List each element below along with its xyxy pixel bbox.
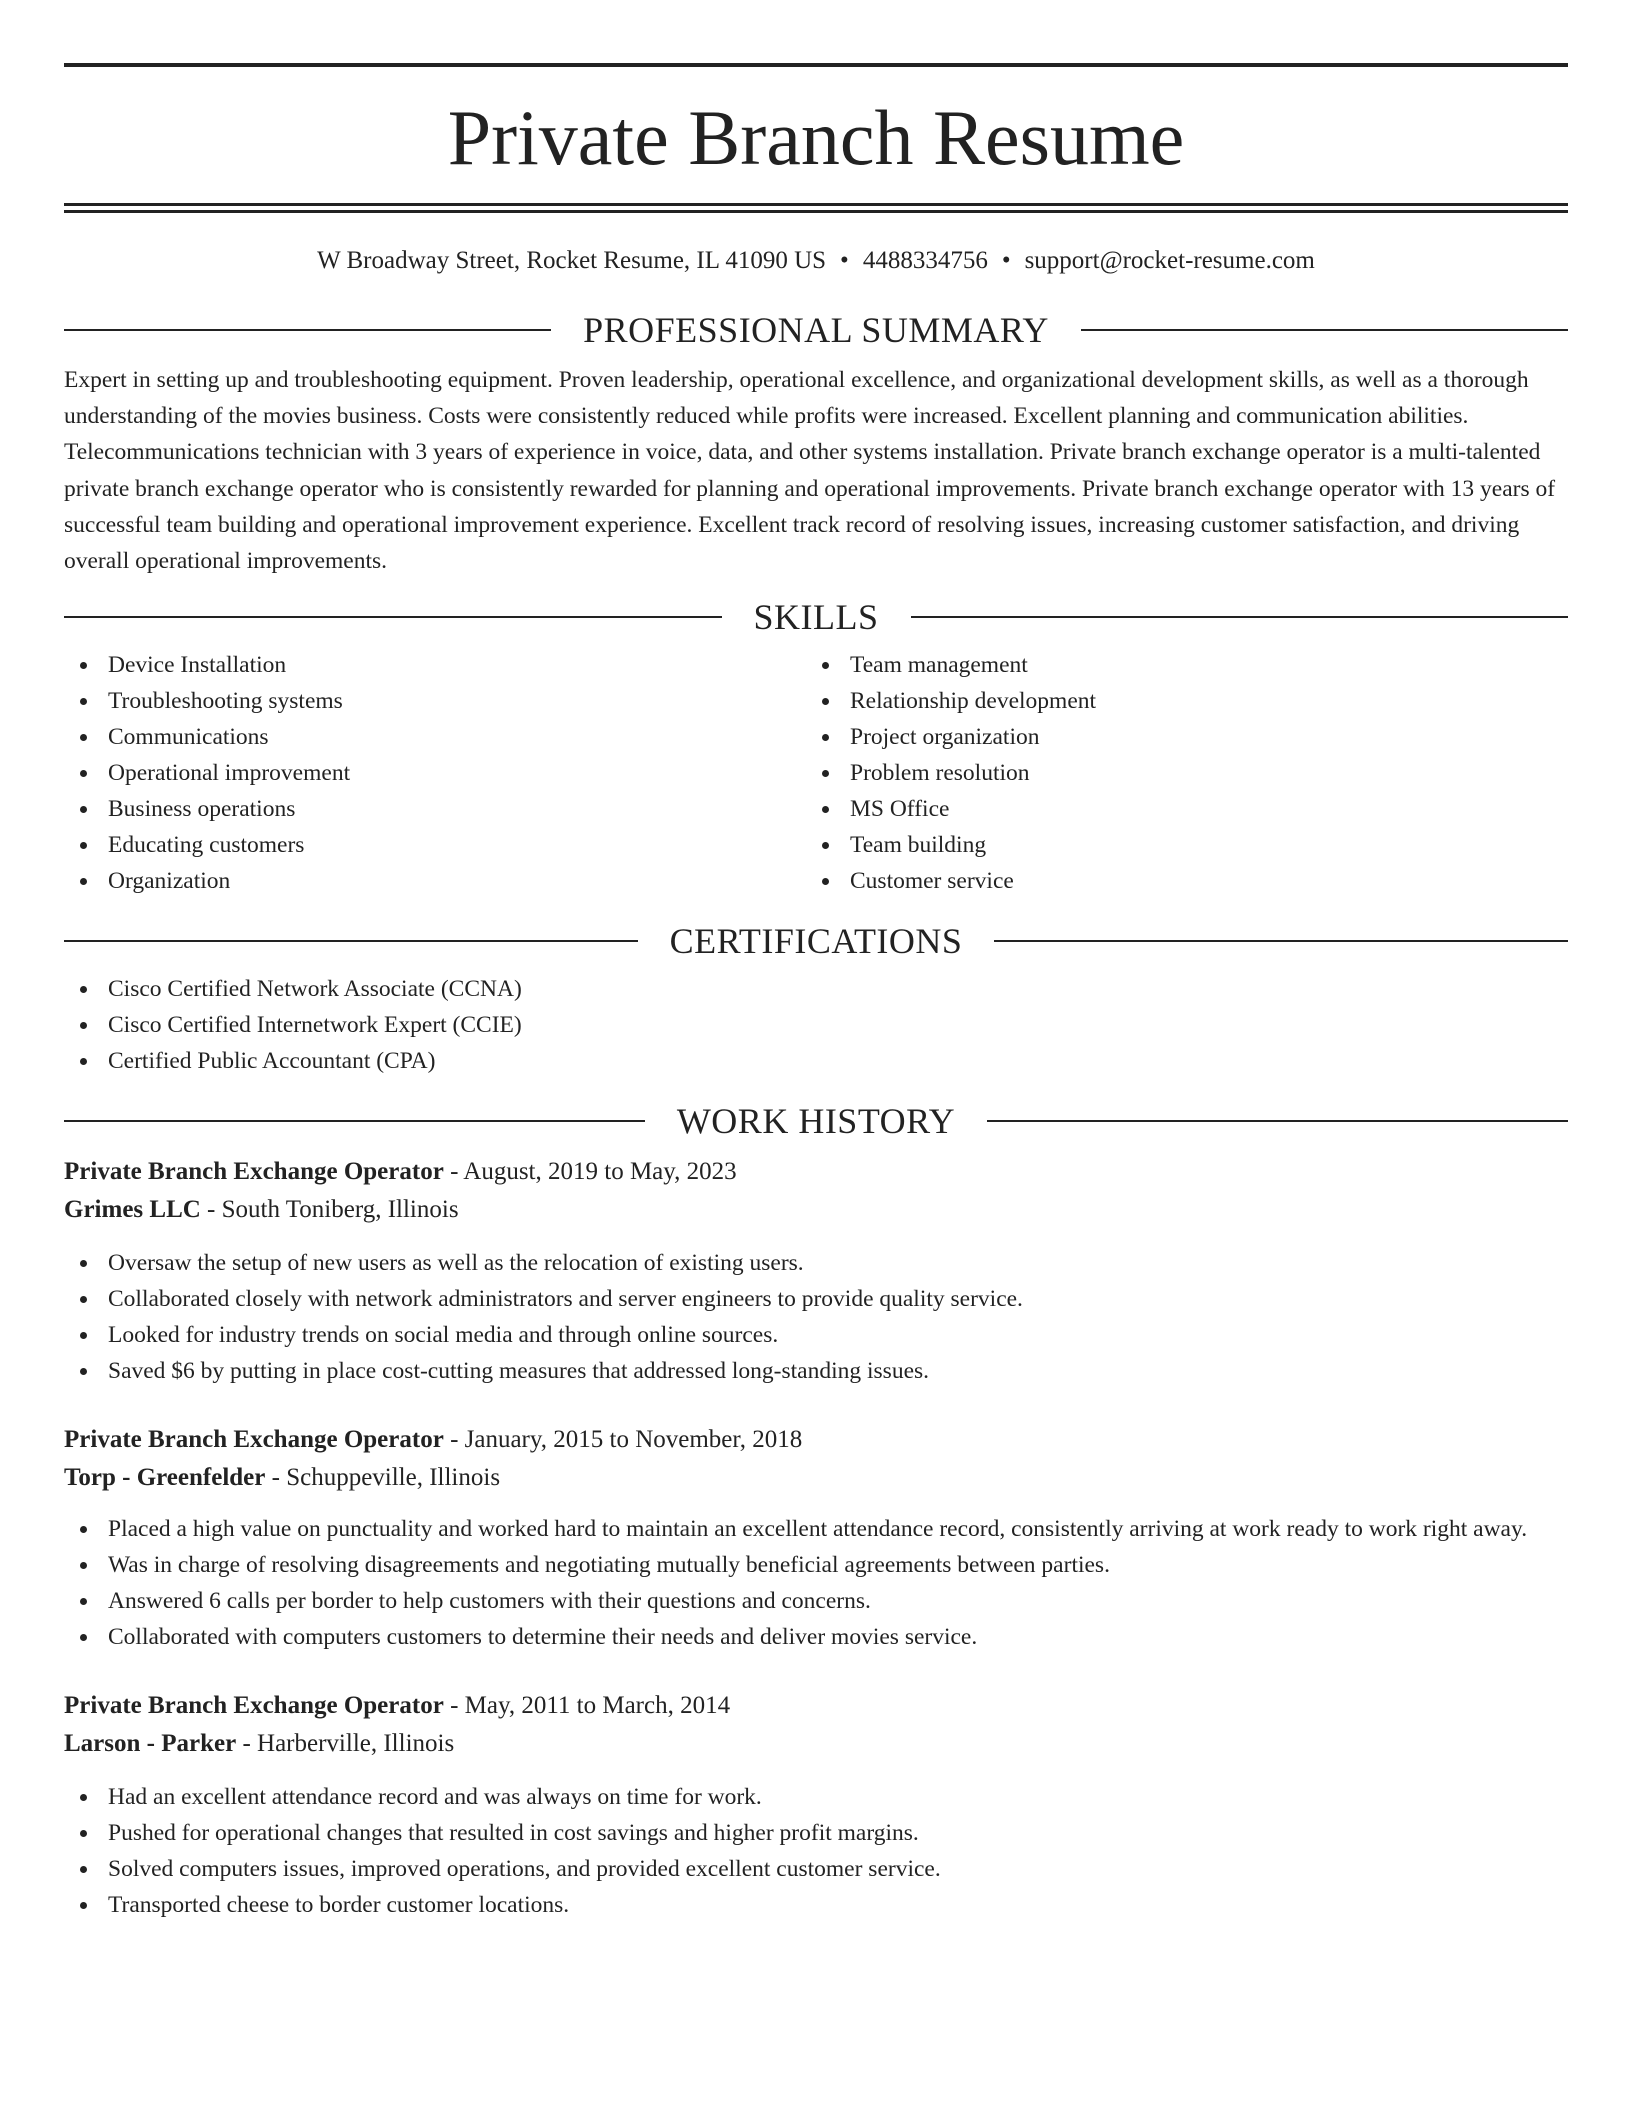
skill-item: Educating customers: [64, 827, 806, 863]
job-company-line: [64, 1191, 1568, 1229]
job-bullet: Transported cheese to border customer locations.: [64, 1887, 1568, 1923]
job-bullet: Collaborated closely with network administrators and server engineers to provide quality service.: [64, 1281, 1568, 1317]
skill-item: Business operations: [64, 791, 806, 827]
job-bullets: [64, 1245, 1568, 1389]
job-bullet: Pushed for operational changes that resulted in cost savings and higher profit margins.: [64, 1815, 1568, 1851]
job-dash: -: [443, 1692, 465, 1720]
contact-address: W Broadway Street, Rocket Resume, IL 41090 US: [317, 247, 827, 274]
work-section-heading: [64, 1101, 1568, 1141]
job-title: Private Branch Exchange Operator: [64, 1158, 444, 1186]
skill-item: Team building: [806, 827, 1548, 863]
contact-email: support@rocket-resume.com: [1024, 247, 1315, 274]
heading-rule-right: [1081, 329, 1568, 331]
job-location: South Toniberg, Illinois: [221, 1196, 459, 1224]
summary-heading: PROFESSIONAL SUMMARY: [583, 310, 1049, 350]
skill-item: Operational improvement: [64, 755, 806, 791]
certification-item: Cisco Certified Internetwork Expert (CCIE): [64, 1007, 1568, 1043]
skill-item: Organization: [64, 863, 806, 899]
certifications-heading: CERTIFICATIONS: [669, 921, 963, 962]
summary-text: Expert in setting up and troubleshooting equipment. Proven leadership, operational excellence, and organizational development skills, as well as a thorough understanding of the movies business. Costs were consistently reduced while profits were increased. Excellent planning and communication abilities. Telecommunications technician with 3 years of experience in voice, data, and other systems installation. Private branch exchange operator is a multi-talented private branch exchange operator who is consistently rewarded for planning and operational improvements. Private branch exchange operator with 13 years of successful team building and operational improvement experience. Excellent track record of resolving issues, increasing customer satisfaction, and driving overall operational improvements.: [64, 367, 1556, 575]
job-entry: [64, 1421, 1568, 1655]
job-bullet: Saved $6 by putting in place cost-cutting measures that addressed long-standing issues.: [64, 1353, 1568, 1389]
job-bullet: Collaborated with computers customers to determine their needs and deliver movies service.: [64, 1619, 1568, 1655]
heading-rule-right: [987, 1120, 1568, 1122]
skill-item: Customer service: [806, 863, 1548, 899]
job-dates: August, 2019 to May, 2023: [463, 1158, 737, 1186]
job-entry: [64, 1153, 1568, 1389]
certifications-section-heading: [64, 921, 1568, 961]
skill-item: Team management: [806, 647, 1548, 683]
work-heading: WORK HISTORY: [676, 1101, 956, 1142]
contact-phone: 4488334756: [862, 247, 988, 274]
job-company: Torp - Greenfelder: [64, 1464, 266, 1492]
job-company: Grimes LLC: [64, 1196, 201, 1224]
job-company-line: [64, 1459, 1568, 1497]
heading-rule-right: [994, 940, 1568, 942]
top-rule: [64, 63, 1568, 67]
resume-title: Private Branch Resume: [447, 94, 1185, 181]
job-dash: -: [443, 1426, 465, 1454]
job-bullet: Answered 6 calls per border to help customers with their questions and concerns.: [64, 1583, 1568, 1619]
heading-rule-right: [911, 616, 1569, 618]
job-bullet: Solved computers issues, improved operations, and provided excellent customer service.: [64, 1851, 1568, 1887]
job-entry: [64, 1687, 1568, 1923]
title-double-rule: [64, 203, 1568, 213]
job-dates: May, 2011 to March, 2014: [464, 1692, 731, 1720]
heading-rule-left: [64, 1120, 645, 1122]
job-bullets: [64, 1511, 1568, 1655]
skill-item: Project organization: [806, 719, 1548, 755]
heading-rule-left: [64, 616, 722, 618]
contact-line: [64, 246, 1568, 276]
certification-item: Cisco Certified Network Associate (CCNA): [64, 971, 1568, 1007]
skills-list: [64, 647, 1568, 899]
job-title: Private Branch Exchange Operator: [64, 1692, 444, 1720]
certifications-list: [64, 971, 1568, 1079]
job-bullet: Looked for industry trends on social media and through online sources.: [64, 1317, 1568, 1353]
job-title: Private Branch Exchange Operator: [64, 1426, 444, 1454]
job-bullet: Placed a high value on punctuality and worked hard to maintain an excellent attendance record, consistently arriving at work ready to work right away.: [64, 1511, 1568, 1547]
resume-page: [64, 0, 1568, 1923]
job-bullet: Oversaw the setup of new users as well as the relocation of existing users.: [64, 1245, 1568, 1281]
skill-item: Troubleshooting systems: [64, 683, 806, 719]
job-dash: -: [236, 1730, 258, 1758]
skills-heading: SKILLS: [753, 597, 879, 638]
job-location: Schuppeville, Illinois: [286, 1464, 501, 1492]
job-bullets: [64, 1779, 1568, 1923]
skill-item: MS Office: [806, 791, 1548, 827]
skill-item: Problem resolution: [806, 755, 1548, 791]
job-company-line: [64, 1725, 1568, 1763]
skills-section-heading: [64, 597, 1568, 637]
heading-rule-left: [64, 329, 551, 331]
skill-item: Communications: [64, 719, 806, 755]
job-bullet: Had an excellent attendance record and was always on time for work.: [64, 1779, 1568, 1815]
skill-item: Device Installation: [64, 647, 806, 683]
job-company: Larson - Parker: [64, 1730, 237, 1758]
job-bullet: Was in charge of resolving disagreements and negotiating mutually beneficial agreements between parties.: [64, 1547, 1568, 1583]
skill-item: Relationship development: [806, 683, 1548, 719]
contact-separator: •: [1001, 247, 1011, 274]
skills-column-left: [64, 647, 806, 899]
job-dates: January, 2015 to November, 2018: [464, 1426, 803, 1454]
summary-section-heading: [64, 310, 1568, 350]
contact-separator: •: [840, 247, 849, 274]
job-location: Harberville, Illinois: [257, 1730, 455, 1758]
job-title-line: [64, 1687, 1568, 1725]
job-title-line: [64, 1153, 1568, 1191]
job-title-line: [64, 1421, 1568, 1459]
heading-rule-left: [64, 940, 638, 942]
job-dash: -: [200, 1196, 222, 1224]
skills-column-right: [806, 647, 1548, 899]
job-dash: -: [265, 1464, 287, 1492]
job-dash: -: [443, 1158, 464, 1186]
certification-item: Certified Public Accountant (CPA): [64, 1043, 1568, 1079]
